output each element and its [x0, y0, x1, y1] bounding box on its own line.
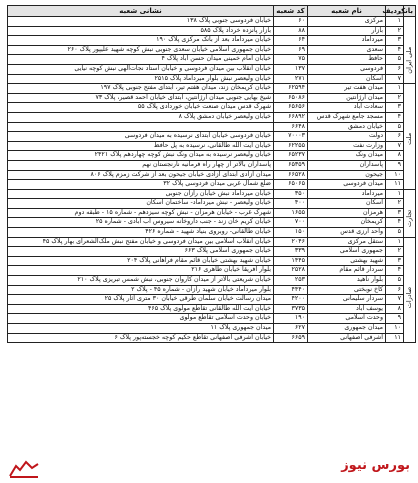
branch-address: خیابان میرداماد بعد از بانک مرکزی پلاک ۱۹۰	[8, 36, 274, 46]
branch-address: خیابان آیت الله طالقانی تقاطع مولوی پلاک ۴۶۵	[8, 304, 274, 314]
branch-address: بازار پانزده خرداد پلاک ۵۸۵	[8, 26, 274, 36]
table-row	[8, 285, 416, 295]
bank-group-label	[404, 17, 416, 84]
table-row	[8, 112, 416, 122]
branch-address: خیابان اشرفی اصفهانی تقاطع حکیم کوچه خجسته‌پور پلاک ۶	[8, 333, 274, 343]
table-row	[8, 324, 416, 334]
branch-code: ۶۵۶۵۶	[274, 103, 308, 113]
branch-address: میدان رسالت خیابان سلمان طرقی خیابان ۳۰ متری آثار پلاک ۲۵	[8, 295, 274, 305]
branch-grid	[7, 5, 416, 343]
branch-address: خیابان فردوسی جنوبی پلاک ۱۳۸	[8, 17, 274, 27]
header-bank: بانک	[404, 6, 416, 17]
branch-address: پاسداران بالاتر از چهار راه فرمانیه نارنجستان نهم	[8, 160, 274, 170]
table-row	[8, 74, 416, 84]
table-row	[8, 228, 416, 238]
branch-code: ۷۵	[274, 55, 308, 65]
row-number: ۲	[386, 247, 404, 257]
branch-address: خیابان شریعتی بالاتر از میدان کاروان جنوبی، نبش شمس تبریزی پلاک ۲۱۰	[8, 276, 274, 286]
branch-code: ۶۵۰۶۵	[274, 180, 308, 190]
table-row	[8, 333, 416, 343]
table-row	[8, 160, 416, 170]
branch-name: جمهوری اسلامی	[308, 247, 386, 257]
branch-name: میرداماد	[308, 189, 386, 199]
table-row	[8, 17, 416, 27]
table-row	[8, 132, 416, 142]
branch-name: سردار سلیمانی	[308, 295, 386, 305]
header-branch-code: کد شعبه	[274, 6, 308, 17]
row-number: ۳	[386, 256, 404, 266]
row-number: ۴	[386, 112, 404, 122]
table-row	[8, 256, 416, 266]
row-number: ۳	[386, 103, 404, 113]
branch-code: ۶۲۷	[274, 324, 308, 334]
logo-mark-icon	[8, 458, 40, 480]
table-row	[8, 180, 416, 190]
branch-name: میرداماد	[308, 36, 386, 46]
row-number: ۴	[386, 45, 404, 55]
table-row	[8, 208, 416, 218]
branch-code: ۶۹	[274, 45, 308, 55]
branch-name: مسجد جامع شهرک قدس	[308, 112, 386, 122]
branch-code: ۲۵۳	[274, 276, 308, 286]
branch-name: سردار قائم مقام	[308, 266, 386, 276]
brand-name: بورس نیوز	[341, 458, 410, 473]
branch-code: ۱۵۰	[274, 228, 308, 238]
branch-address: بلوار آفریقا خیابان طاهری ۲۱۶	[8, 266, 274, 276]
table-row	[8, 122, 416, 132]
row-number: ۴	[386, 218, 404, 228]
header-row	[8, 6, 416, 17]
header-row-number: ردیف	[386, 6, 404, 17]
row-number: ۱	[386, 189, 404, 199]
branch-code: ۶۶۴۸	[274, 122, 308, 132]
branch-code: ۴۰۰	[274, 199, 308, 209]
branch-address: خیابان ولیعصر نبش بلوار میرداماد پلاک ۲۵۱۵	[8, 74, 274, 84]
branch-name: اسکان	[308, 199, 386, 209]
branch-code: ۶۵۲۳۷	[274, 151, 308, 161]
branch-code: ۸۸	[274, 26, 308, 36]
branch-name: میدان هفت تیر	[308, 84, 386, 94]
branch-address: شهرک قدس میدان صنعت خیابان خوردادی پلاک ۵۵	[8, 103, 274, 113]
branch-name: میدان ونک	[308, 151, 386, 161]
branch-address: خیابان ولیعصر نرسیده به میدان ونک نبش کوچه چهاردهم پلاک ۲۴۲۱	[8, 151, 274, 161]
branch-address: خیابان انقلاب اسلامی بین میدان فردوسی و خیابان مفتح نبش ملک‌الشعرای بهار پلاک ۴۵	[8, 237, 274, 247]
branch-name: بازار	[308, 26, 386, 36]
branch-address: خیابان کریمخان زند، میدان هفتم تیر، ابتدای مفتح جنوبی پلاک ۱۹۷	[8, 84, 274, 94]
row-number: ۱۰	[386, 170, 404, 180]
row-number: ۹	[386, 160, 404, 170]
branch-name: وزارت نفت	[308, 141, 386, 151]
branch-address: شهرک غرب - خیابان هرمزان - نبش کوچه سیزدهم - شماره ۱۵ - طبقه دوم	[8, 208, 274, 218]
table-row	[8, 55, 416, 65]
branch-address: خیابان ولیعصر خیابان دمشق پلاک ۸	[8, 112, 274, 122]
branch-name: فردوسی	[308, 64, 386, 74]
row-number: ۹	[386, 314, 404, 324]
branch-code: ۶۴	[274, 36, 308, 46]
branch-name: دولت	[308, 132, 386, 142]
table-row	[8, 64, 416, 74]
branch-code: ۱۶۵۵	[274, 208, 308, 218]
table-row	[8, 26, 416, 36]
branch-name: اسکان	[308, 74, 386, 84]
branch-address: خیابان امام خمینی میدان حسن آباد پلاک ۴	[8, 55, 274, 65]
branch-code: ۴۴۴۰	[274, 285, 308, 295]
header-branch-address: نشانی شعبه	[8, 6, 274, 17]
table-row	[8, 151, 416, 161]
table-row	[8, 314, 416, 324]
branch-address: خیابان فردوسی خیابان ابتدای نرسیده به میدان فردوسی	[8, 132, 274, 142]
branch-address: خیابان انقلاب بین میدان فردوسی و خیابان استاد نجات‌الهی نبش کوچه نیایی	[8, 64, 274, 74]
branch-address	[8, 122, 274, 132]
row-number: ۸	[386, 304, 404, 314]
branch-address: بلوار میرداماد خیابان شهید رازان - شماره ۴۵ - پلاک ۲	[8, 285, 274, 295]
branch-name: میدان فردوسی	[308, 180, 386, 190]
branch-address: خیابان آیت الله طالقانی، نرسیده به پل حافظ	[8, 141, 274, 151]
branch-address: خیابان جمهوری اسلامی خیابان سعدی جنوبی نبش کوچه شهید علیپور پلاک ۲۶۰	[8, 45, 274, 55]
bank-group-text: ملت	[405, 132, 414, 145]
bank-group-text: ملی ایران	[405, 46, 414, 74]
branch-name: هرمزان	[308, 208, 386, 218]
table-row	[8, 304, 416, 314]
row-number: ۵	[386, 228, 404, 238]
row-number: ۳	[386, 208, 404, 218]
branch-address: خیابان کریم خان زند - جنب داروخانه سیروس آب آبادی - شماره ۲۵	[8, 218, 274, 228]
row-number: ۱۰	[386, 324, 404, 334]
row-number: ۷	[386, 74, 404, 84]
row-number: ۷	[386, 141, 404, 151]
table-row	[8, 170, 416, 180]
branch-name: کریمخان	[308, 218, 386, 228]
branch-code: ۲۵۲۸	[274, 266, 308, 276]
bank-group-label	[404, 237, 416, 343]
bank-group-text: صادرات	[405, 286, 414, 308]
branch-address: میدان آزادی ابتدای آزادی خیابان جیحون بعد از شرکت زمزم پلاک ۸۰۶	[8, 170, 274, 180]
row-number: ۶	[386, 285, 404, 295]
branch-code: ۶۶۸۹۲	[274, 112, 308, 122]
table-row	[8, 93, 416, 103]
branch-code: ۷۰۰	[274, 218, 308, 228]
branch-name: سعدی	[308, 45, 386, 55]
branch-name: جیحون	[308, 170, 386, 180]
row-number: ۱	[386, 17, 404, 27]
row-number: ۲	[386, 199, 404, 209]
row-number: ۱	[386, 84, 404, 94]
table-row	[8, 266, 416, 276]
branch-address: خیابان ولیعصر - نبش میرداماد- ساختمان اسکان	[8, 199, 274, 209]
branch-address: خیابان طالقانی- روبروی بنیاد شهید - شماره ۴۲۶	[8, 228, 274, 238]
bank-group-label	[404, 84, 416, 190]
row-number: ۵	[386, 55, 404, 65]
row-number: ۵	[386, 276, 404, 286]
branch-code: ۷۰۰۰۳	[274, 132, 308, 142]
branch-code: ۳۳۹	[274, 247, 308, 257]
branch-name: یوسف آباد	[308, 304, 386, 314]
row-number: ۱۱	[386, 333, 404, 343]
branch-name: اشرفی اصفهانی	[308, 333, 386, 343]
row-number: ۷	[386, 295, 404, 305]
branch-address: خیابان میرداماد نبش خیابان رازان جنوبی	[8, 189, 274, 199]
branch-name: خیابان دمشق	[308, 122, 386, 132]
branch-name: شهید بهشتی	[308, 256, 386, 266]
branch-code: ۲۰۴۶	[274, 237, 308, 247]
branch-name: بلوار ناهید	[308, 276, 386, 286]
table-row	[8, 295, 416, 305]
bank-group-text: تجارت	[405, 209, 414, 227]
branch-code: ۱۹۰	[274, 314, 308, 324]
branch-address: خیابان جمهوری اسلامی پلاک ۶۶۳	[8, 247, 274, 257]
branch-address: شیخ بهایی جنوبی میدان آرژانتین، ابتدای خیابان احمد قصیر، پلاک ۷۳	[8, 93, 274, 103]
branch-name: پاسداران	[308, 160, 386, 170]
branch-code: ۴۲۰۰	[274, 295, 308, 305]
branch-code: ۶۲۲۵۵	[274, 141, 308, 151]
table-row	[8, 84, 416, 94]
branch-address: خیابان شهید بهشتی خیابان قائم مقام فراهانی پلاک ۲۰۴	[8, 256, 274, 266]
row-number: ۶	[386, 132, 404, 142]
table-body	[8, 17, 416, 343]
branch-name: میدان آرژانتین	[308, 93, 386, 103]
table-row	[8, 189, 416, 199]
header-branch-name: نام شعبه	[308, 6, 386, 17]
table-row	[8, 141, 416, 151]
table-row	[8, 237, 416, 247]
branch-address: میدان جمهوری پلاک ۱۱	[8, 324, 274, 334]
row-number: ۲	[386, 26, 404, 36]
branch-code: ۶۶۵۲۸	[274, 170, 308, 180]
branch-name: میدان جمهوری	[308, 324, 386, 334]
branch-code: ۶۵۳۵۹	[274, 160, 308, 170]
row-number: ۳	[386, 36, 404, 46]
branch-code: ۱۴۴۵	[274, 256, 308, 266]
branch-code: ۳۵۰	[274, 189, 308, 199]
branch-name: حافظ	[308, 55, 386, 65]
branch-table	[7, 5, 415, 452]
branch-code: ۶۲۵۹۴	[274, 84, 308, 94]
table-row	[8, 199, 416, 209]
branch-name: ستقل مرکزی	[308, 237, 386, 247]
footer	[0, 452, 418, 483]
table-row	[8, 276, 416, 286]
branch-address: ضلع شمال غربی میدان فردوسی پلاک ۳۲	[8, 180, 274, 190]
row-number: ۲	[386, 93, 404, 103]
branch-address: خیابان وحدت اسلامی تقاطع مولوی	[8, 314, 274, 324]
branch-name: مرکزی	[308, 17, 386, 27]
table-row	[8, 45, 416, 55]
row-number: ۱	[386, 237, 404, 247]
branch-name: کاخ نوبختی	[308, 285, 386, 295]
table-row	[8, 218, 416, 228]
row-number: ۶	[386, 64, 404, 74]
branch-code: ۳۷۳۵	[274, 304, 308, 314]
branch-name: سعادت آباد	[308, 103, 386, 113]
row-number: ۴	[386, 266, 404, 276]
branch-name: واحد ارزی قدس	[308, 228, 386, 238]
branch-code: ۶۰	[274, 17, 308, 27]
branch-code: ۱۳۷	[274, 64, 308, 74]
branch-code: ۲۷۱	[274, 74, 308, 84]
branch-code: ۶۵۰۸۶	[274, 93, 308, 103]
table-row	[8, 247, 416, 257]
branch-name: وحدت اسلامی	[308, 314, 386, 324]
row-number: ۵	[386, 122, 404, 132]
branch-code: ۶۶۵۹	[274, 333, 308, 343]
row-number: ۸	[386, 151, 404, 161]
row-number: ۱۱	[386, 180, 404, 190]
table-row	[8, 36, 416, 46]
bank-group-label	[404, 189, 416, 237]
table-row	[8, 103, 416, 113]
